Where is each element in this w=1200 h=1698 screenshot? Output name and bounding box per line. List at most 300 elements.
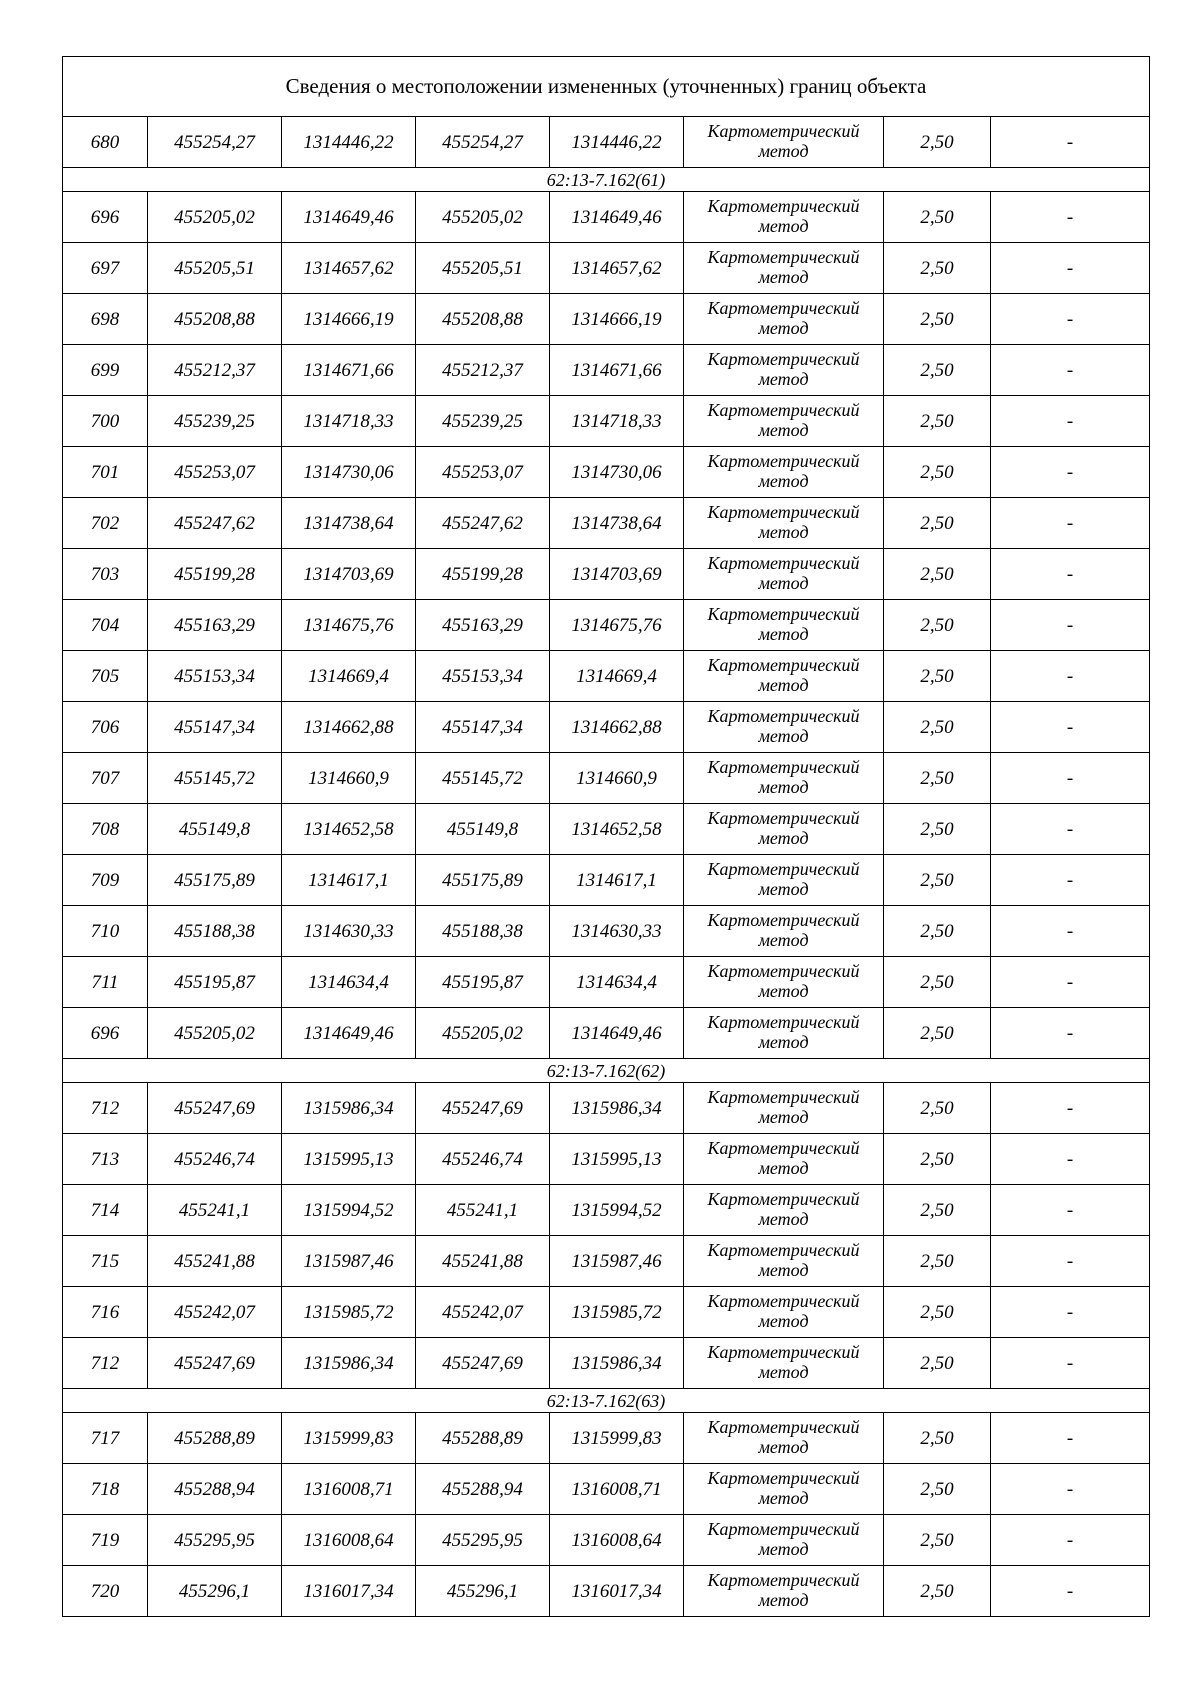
existing-x-cell: 455254,27 (148, 117, 282, 168)
method-line-1: Картометрический (707, 297, 860, 318)
accuracy-cell: 2,50 (884, 1083, 991, 1134)
note-cell: - (991, 1134, 1150, 1185)
point-number-cell: 700 (63, 396, 148, 447)
note-cell: - (991, 447, 1150, 498)
note-cell: - (991, 1185, 1150, 1236)
method-line-2: метод (758, 827, 809, 848)
table-row (63, 804, 1150, 855)
refined-y-cell: 1314703,69 (550, 549, 684, 600)
method-cell (684, 651, 884, 702)
point-number-cell: 696 (63, 1008, 148, 1059)
note-cell: - (991, 396, 1150, 447)
point-number-cell: 720 (63, 1566, 148, 1617)
existing-x-cell: 455208,88 (148, 294, 282, 345)
note-cell: - (991, 243, 1150, 294)
refined-y-cell: 1314718,33 (550, 396, 684, 447)
refined-y-cell: 1314634,4 (550, 957, 684, 1008)
table-row (63, 1338, 1150, 1389)
note-cell: - (991, 804, 1150, 855)
refined-y-cell: 1314446,22 (550, 117, 684, 168)
refined-x-cell: 455195,87 (416, 957, 550, 1008)
existing-y-cell: 1315985,72 (282, 1287, 416, 1338)
method-line-1: Картометрический (707, 1011, 860, 1032)
method-line-2: метод (758, 419, 809, 440)
existing-x-cell: 455212,37 (148, 345, 282, 396)
method-cell (684, 600, 884, 651)
existing-y-cell: 1316017,34 (282, 1566, 416, 1617)
method-cell (684, 498, 884, 549)
refined-x-cell: 455175,89 (416, 855, 550, 906)
note-cell: - (991, 1515, 1150, 1566)
refined-y-cell: 1315999,83 (550, 1413, 684, 1464)
method-line-2: метод (758, 1538, 809, 1559)
method-cell (684, 906, 884, 957)
existing-y-cell: 1314660,9 (282, 753, 416, 804)
accuracy-cell: 2,50 (884, 1185, 991, 1236)
table-row (63, 702, 1150, 753)
refined-x-cell: 455241,88 (416, 1236, 550, 1287)
table-row (63, 549, 1150, 600)
refined-y-cell: 1314738,64 (550, 498, 684, 549)
method-line-2: метод (758, 878, 809, 899)
method-cell (684, 192, 884, 243)
refined-y-cell: 1314666,19 (550, 294, 684, 345)
existing-y-cell: 1314649,46 (282, 1008, 416, 1059)
method-line-1: Картометрический (707, 705, 860, 726)
refined-y-cell: 1315994,52 (550, 1185, 684, 1236)
accuracy-cell: 2,50 (884, 294, 991, 345)
method-line-1: Картометрический (707, 603, 860, 624)
existing-x-cell: 455247,69 (148, 1083, 282, 1134)
accuracy-cell: 2,50 (884, 1464, 991, 1515)
method-line-2: метод (758, 980, 809, 1001)
existing-y-cell: 1315995,13 (282, 1134, 416, 1185)
point-number-cell: 708 (63, 804, 148, 855)
existing-y-cell: 1314730,06 (282, 447, 416, 498)
method-line-1: Картометрический (707, 1086, 860, 1107)
accuracy-cell: 2,50 (884, 1566, 991, 1617)
method-line-1: Картометрический (707, 1188, 860, 1209)
refined-y-cell: 1314617,1 (550, 855, 684, 906)
refined-y-cell: 1314730,06 (550, 447, 684, 498)
method-line-2: метод (758, 1310, 809, 1331)
table-row (63, 651, 1150, 702)
refined-x-cell: 455212,37 (416, 345, 550, 396)
existing-x-cell: 455239,25 (148, 396, 282, 447)
existing-x-cell: 455296,1 (148, 1566, 282, 1617)
existing-y-cell: 1314662,88 (282, 702, 416, 753)
refined-y-cell: 1315986,34 (550, 1338, 684, 1389)
boundary-coordinates-table (62, 56, 1150, 1617)
point-number-cell: 718 (63, 1464, 148, 1515)
note-cell: - (991, 1338, 1150, 1389)
note-cell: - (991, 1008, 1150, 1059)
table-row (63, 855, 1150, 906)
method-line-2: метод (758, 725, 809, 746)
point-number-cell: 697 (63, 243, 148, 294)
existing-y-cell: 1314446,22 (282, 117, 416, 168)
method-cell (684, 1008, 884, 1059)
accuracy-cell: 2,50 (884, 1338, 991, 1389)
method-line-2: метод (758, 1106, 809, 1127)
table-row (63, 1464, 1150, 1515)
existing-y-cell: 1314634,4 (282, 957, 416, 1008)
method-line-2: метод (758, 1031, 809, 1052)
refined-x-cell: 455205,51 (416, 243, 550, 294)
method-line-1: Картометрический (707, 960, 860, 981)
refined-y-cell: 1314657,62 (550, 243, 684, 294)
table-row (63, 243, 1150, 294)
point-number-cell: 680 (63, 117, 148, 168)
existing-y-cell: 1314617,1 (282, 855, 416, 906)
accuracy-cell: 2,50 (884, 447, 991, 498)
refined-y-cell: 1315985,72 (550, 1287, 684, 1338)
point-number-cell: 703 (63, 549, 148, 600)
table-row (63, 1008, 1150, 1059)
existing-x-cell: 455145,72 (148, 753, 282, 804)
existing-x-cell: 455175,89 (148, 855, 282, 906)
accuracy-cell: 2,50 (884, 855, 991, 906)
table-title: Сведения о местоположении измененных (уточненных) границ объекта (63, 57, 1150, 117)
refined-x-cell: 455163,29 (416, 600, 550, 651)
note-cell: - (991, 1464, 1150, 1515)
accuracy-cell: 2,50 (884, 957, 991, 1008)
note-cell: - (991, 651, 1150, 702)
refined-y-cell: 1316008,64 (550, 1515, 684, 1566)
existing-x-cell: 455241,88 (148, 1236, 282, 1287)
refined-y-cell: 1314669,4 (550, 651, 684, 702)
table-row (63, 294, 1150, 345)
refined-x-cell: 455147,34 (416, 702, 550, 753)
point-number-cell: 715 (63, 1236, 148, 1287)
refined-y-cell: 1314662,88 (550, 702, 684, 753)
point-number-cell: 704 (63, 600, 148, 651)
table-row (63, 753, 1150, 804)
accuracy-cell: 2,50 (884, 753, 991, 804)
point-number-cell: 712 (63, 1083, 148, 1134)
method-line-1: Картометрический (707, 501, 860, 522)
note-cell: - (991, 855, 1150, 906)
table-row (63, 396, 1150, 447)
method-line-1: Картометрический (707, 1239, 860, 1260)
method-cell (684, 549, 884, 600)
note-cell: - (991, 1287, 1150, 1338)
note-cell: - (991, 294, 1150, 345)
refined-y-cell: 1314649,46 (550, 1008, 684, 1059)
existing-y-cell: 1315987,46 (282, 1236, 416, 1287)
section-label: 62:13-7.162(63) (63, 1389, 1150, 1413)
refined-x-cell: 455241,1 (416, 1185, 550, 1236)
accuracy-cell: 2,50 (884, 1008, 991, 1059)
method-cell (684, 117, 884, 168)
method-line-1: Картометрический (707, 1290, 860, 1311)
method-cell (684, 396, 884, 447)
note-cell: - (991, 1413, 1150, 1464)
note-cell: - (991, 1083, 1150, 1134)
existing-y-cell: 1314630,33 (282, 906, 416, 957)
method-cell (684, 243, 884, 294)
existing-x-cell: 455149,8 (148, 804, 282, 855)
method-cell (684, 1464, 884, 1515)
existing-y-cell: 1314652,58 (282, 804, 416, 855)
refined-y-cell: 1314671,66 (550, 345, 684, 396)
method-line-1: Картометрический (707, 654, 860, 675)
existing-x-cell: 455246,74 (148, 1134, 282, 1185)
existing-x-cell: 455147,34 (148, 702, 282, 753)
point-number-cell: 701 (63, 447, 148, 498)
accuracy-cell: 2,50 (884, 1413, 991, 1464)
accuracy-cell: 2,50 (884, 1134, 991, 1185)
accuracy-cell: 2,50 (884, 1515, 991, 1566)
accuracy-cell: 2,50 (884, 117, 991, 168)
refined-x-cell: 455247,69 (416, 1083, 550, 1134)
method-line-1: Картометрический (707, 1518, 860, 1539)
existing-y-cell: 1314703,69 (282, 549, 416, 600)
existing-x-cell: 455247,69 (148, 1338, 282, 1389)
accuracy-cell: 2,50 (884, 702, 991, 753)
method-line-2: метод (758, 317, 809, 338)
table-row (63, 498, 1150, 549)
method-line-2: метод (758, 1208, 809, 1229)
accuracy-cell: 2,50 (884, 243, 991, 294)
point-number-cell: 696 (63, 192, 148, 243)
accuracy-cell: 2,50 (884, 600, 991, 651)
table-row (63, 957, 1150, 1008)
refined-y-cell: 1314649,46 (550, 192, 684, 243)
section-label: 62:13-7.162(61) (63, 168, 1150, 192)
method-line-2: метод (758, 1487, 809, 1508)
method-line-2: метод (758, 1259, 809, 1280)
existing-x-cell: 455288,89 (148, 1413, 282, 1464)
method-line-2: метод (758, 521, 809, 542)
section-label: 62:13-7.162(62) (63, 1059, 1150, 1083)
method-line-1: Картометрический (707, 1467, 860, 1488)
method-cell (684, 1236, 884, 1287)
refined-x-cell: 455254,27 (416, 117, 550, 168)
method-cell (684, 447, 884, 498)
refined-y-cell: 1314630,33 (550, 906, 684, 957)
existing-x-cell: 455205,02 (148, 1008, 282, 1059)
existing-x-cell: 455242,07 (148, 1287, 282, 1338)
method-line-2: метод (758, 1589, 809, 1610)
method-line-2: метод (758, 674, 809, 695)
existing-y-cell: 1314718,33 (282, 396, 416, 447)
note-cell: - (991, 345, 1150, 396)
method-cell (684, 1185, 884, 1236)
table-row (63, 1185, 1150, 1236)
method-line-2: метод (758, 140, 809, 161)
method-cell (684, 753, 884, 804)
refined-x-cell: 455295,95 (416, 1515, 550, 1566)
method-line-2: метод (758, 1361, 809, 1382)
point-number-cell: 702 (63, 498, 148, 549)
method-cell (684, 1566, 884, 1617)
note-cell: - (991, 753, 1150, 804)
table-row (63, 1287, 1150, 1338)
accuracy-cell: 2,50 (884, 549, 991, 600)
point-number-cell: 710 (63, 906, 148, 957)
table-row (63, 1134, 1150, 1185)
refined-y-cell: 1315995,13 (550, 1134, 684, 1185)
method-line-1: Картометрический (707, 1341, 860, 1362)
table-row (63, 345, 1150, 396)
table-row (63, 906, 1150, 957)
existing-y-cell: 1314671,66 (282, 345, 416, 396)
table-row (63, 192, 1150, 243)
refined-x-cell: 455145,72 (416, 753, 550, 804)
existing-y-cell: 1315994,52 (282, 1185, 416, 1236)
existing-x-cell: 455205,02 (148, 192, 282, 243)
method-line-1: Картометрический (707, 450, 860, 471)
method-line-2: метод (758, 266, 809, 287)
accuracy-cell: 2,50 (884, 396, 991, 447)
note-cell: - (991, 498, 1150, 549)
existing-x-cell: 455288,94 (148, 1464, 282, 1515)
method-cell (684, 957, 884, 1008)
point-number-cell: 714 (63, 1185, 148, 1236)
method-cell (684, 1338, 884, 1389)
table-row (63, 1566, 1150, 1617)
method-line-1: Картометрический (707, 348, 860, 369)
point-number-cell: 717 (63, 1413, 148, 1464)
accuracy-cell: 2,50 (884, 345, 991, 396)
method-line-2: метод (758, 572, 809, 593)
method-line-2: метод (758, 215, 809, 236)
accuracy-cell: 2,50 (884, 1236, 991, 1287)
point-number-cell: 709 (63, 855, 148, 906)
table-row (63, 117, 1150, 168)
method-line-2: метод (758, 1157, 809, 1178)
point-number-cell: 719 (63, 1515, 148, 1566)
refined-x-cell: 455288,94 (416, 1464, 550, 1515)
refined-y-cell: 1315987,46 (550, 1236, 684, 1287)
point-number-cell: 711 (63, 957, 148, 1008)
method-cell (684, 804, 884, 855)
method-line-2: метод (758, 623, 809, 644)
method-cell (684, 702, 884, 753)
method-cell (684, 345, 884, 396)
refined-y-cell: 1316017,34 (550, 1566, 684, 1617)
point-number-cell: 706 (63, 702, 148, 753)
method-line-1: Картометрический (707, 858, 860, 879)
refined-y-cell: 1314675,76 (550, 600, 684, 651)
existing-x-cell: 455195,87 (148, 957, 282, 1008)
note-cell: - (991, 906, 1150, 957)
existing-y-cell: 1314649,46 (282, 192, 416, 243)
method-cell (684, 1413, 884, 1464)
table-row (63, 1083, 1150, 1134)
method-line-2: метод (758, 470, 809, 491)
existing-x-cell: 455205,51 (148, 243, 282, 294)
method-line-1: Картометрический (707, 552, 860, 573)
accuracy-cell: 2,50 (884, 651, 991, 702)
refined-y-cell: 1314652,58 (550, 804, 684, 855)
refined-x-cell: 455246,74 (416, 1134, 550, 1185)
method-line-2: метод (758, 368, 809, 389)
section-row (63, 168, 1150, 192)
refined-x-cell: 455149,8 (416, 804, 550, 855)
section-row (63, 1059, 1150, 1083)
method-line-1: Картометрический (707, 807, 860, 828)
note-cell: - (991, 600, 1150, 651)
method-line-1: Картометрический (707, 1137, 860, 1158)
method-line-1: Картометрический (707, 246, 860, 267)
existing-x-cell: 455247,62 (148, 498, 282, 549)
note-cell: - (991, 192, 1150, 243)
point-number-cell: 713 (63, 1134, 148, 1185)
existing-x-cell: 455241,1 (148, 1185, 282, 1236)
refined-x-cell: 455253,07 (416, 447, 550, 498)
method-line-1: Картометрический (707, 1569, 860, 1590)
refined-x-cell: 455208,88 (416, 294, 550, 345)
method-cell (684, 294, 884, 345)
existing-x-cell: 455153,34 (148, 651, 282, 702)
existing-x-cell: 455199,28 (148, 549, 282, 600)
method-line-1: Картометрический (707, 756, 860, 777)
accuracy-cell: 2,50 (884, 804, 991, 855)
existing-y-cell: 1314738,64 (282, 498, 416, 549)
method-cell (684, 1134, 884, 1185)
point-number-cell: 716 (63, 1287, 148, 1338)
method-line-1: Картометрический (707, 399, 860, 420)
note-cell: - (991, 117, 1150, 168)
note-cell: - (991, 1566, 1150, 1617)
accuracy-cell: 2,50 (884, 192, 991, 243)
refined-x-cell: 455288,89 (416, 1413, 550, 1464)
existing-y-cell: 1316008,64 (282, 1515, 416, 1566)
existing-x-cell: 455163,29 (148, 600, 282, 651)
point-number-cell: 698 (63, 294, 148, 345)
refined-x-cell: 455296,1 (416, 1566, 550, 1617)
note-cell: - (991, 957, 1150, 1008)
refined-y-cell: 1315986,34 (550, 1083, 684, 1134)
refined-x-cell: 455188,38 (416, 906, 550, 957)
method-line-2: метод (758, 776, 809, 797)
accuracy-cell: 2,50 (884, 906, 991, 957)
point-number-cell: 707 (63, 753, 148, 804)
existing-y-cell: 1315999,83 (282, 1413, 416, 1464)
existing-y-cell: 1314669,4 (282, 651, 416, 702)
method-line-1: Картометрический (707, 909, 860, 930)
point-number-cell: 705 (63, 651, 148, 702)
note-cell: - (991, 1236, 1150, 1287)
refined-y-cell: 1314660,9 (550, 753, 684, 804)
existing-y-cell: 1315986,34 (282, 1083, 416, 1134)
method-line-2: метод (758, 1436, 809, 1457)
refined-x-cell: 455239,25 (416, 396, 550, 447)
existing-y-cell: 1314657,62 (282, 243, 416, 294)
refined-x-cell: 455205,02 (416, 1008, 550, 1059)
method-line-1: Картометрический (707, 1416, 860, 1437)
method-cell (684, 1515, 884, 1566)
method-line-1: Картометрический (707, 195, 860, 216)
existing-y-cell: 1316008,71 (282, 1464, 416, 1515)
method-cell (684, 1287, 884, 1338)
point-number-cell: 712 (63, 1338, 148, 1389)
refined-x-cell: 455153,34 (416, 651, 550, 702)
refined-x-cell: 455199,28 (416, 549, 550, 600)
existing-y-cell: 1314666,19 (282, 294, 416, 345)
table-row (63, 1515, 1150, 1566)
accuracy-cell: 2,50 (884, 498, 991, 549)
existing-x-cell: 455188,38 (148, 906, 282, 957)
method-cell (684, 1083, 884, 1134)
refined-x-cell: 455205,02 (416, 192, 550, 243)
note-cell: - (991, 549, 1150, 600)
refined-x-cell: 455247,69 (416, 1338, 550, 1389)
method-line-2: метод (758, 929, 809, 950)
existing-y-cell: 1314675,76 (282, 600, 416, 651)
